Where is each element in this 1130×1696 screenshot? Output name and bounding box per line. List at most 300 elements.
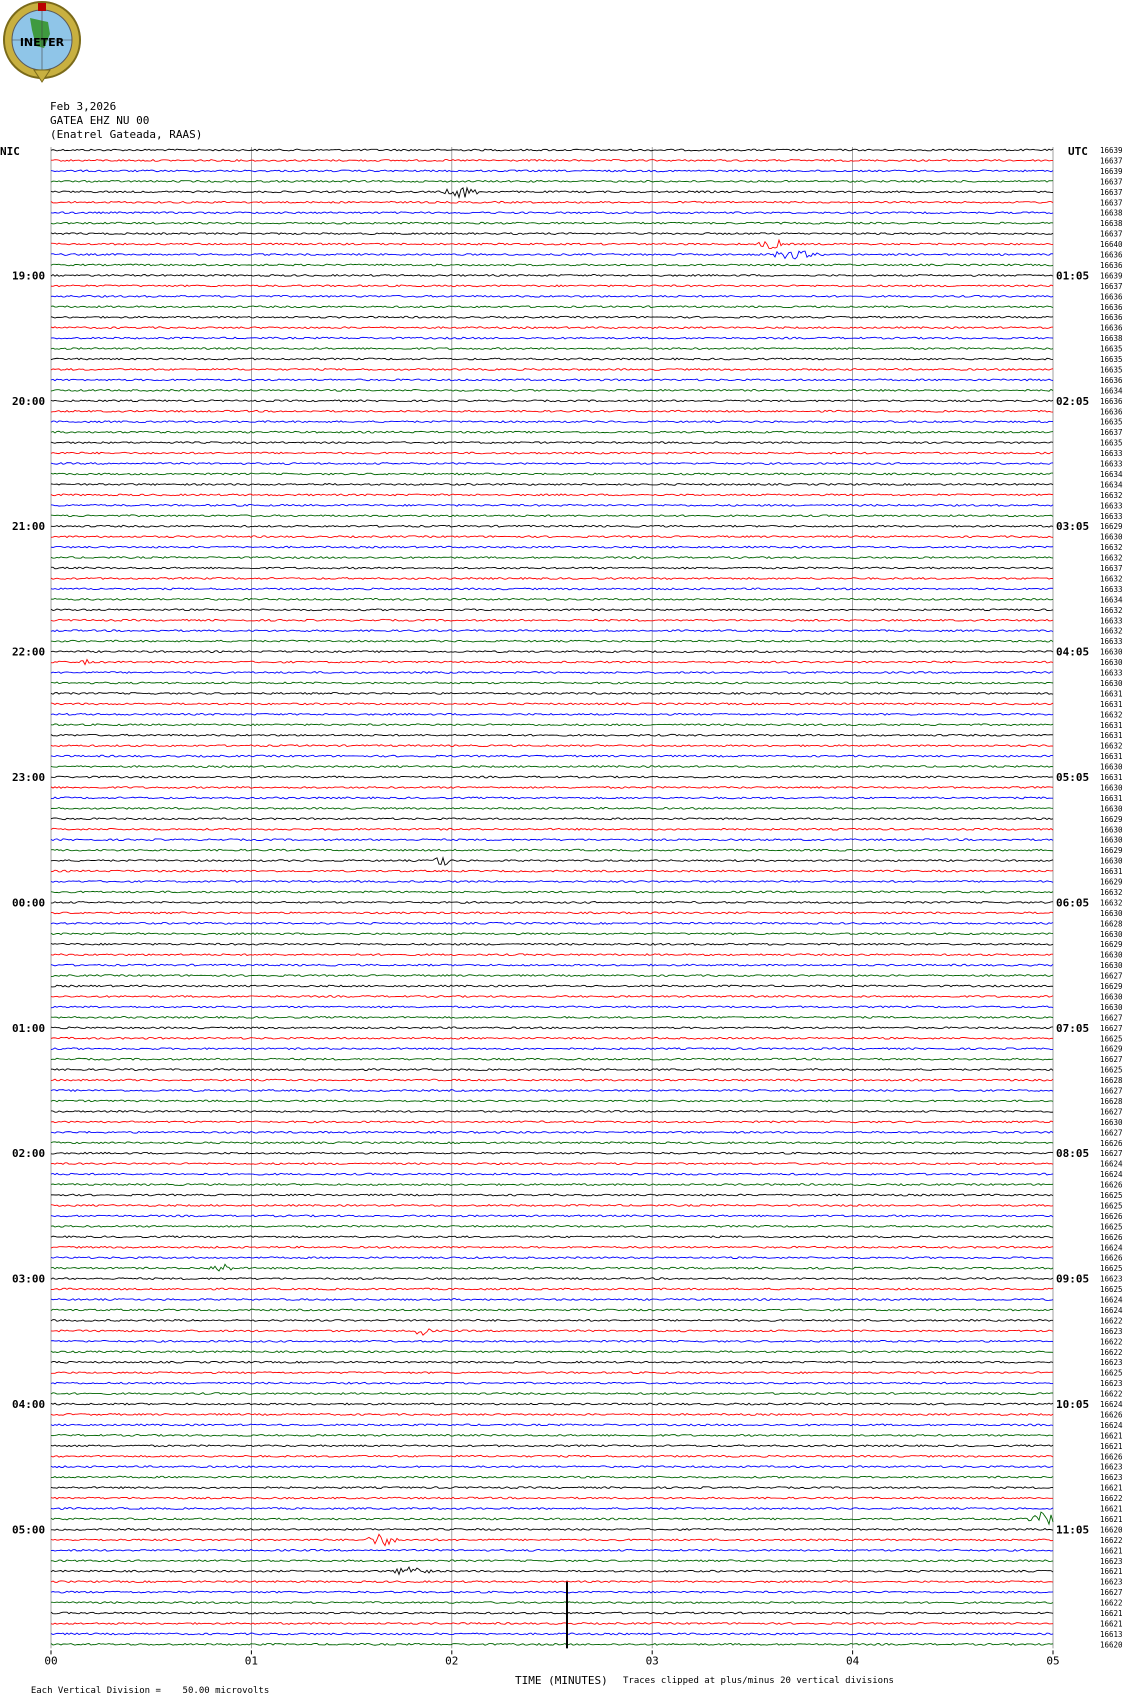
seismic-trace [51, 327, 1053, 329]
trace-mean-label: 16627 [1100, 1149, 1123, 1159]
seismic-trace [51, 1612, 1053, 1614]
seismic-trace [51, 1529, 1053, 1531]
trace-mean-label: 16629 [1100, 1044, 1123, 1054]
seismic-trace [51, 295, 1053, 297]
trace-mean-label: 16632 [1100, 626, 1123, 636]
trace-mean-label: 16621 [1100, 1567, 1123, 1577]
seismic-trace [51, 400, 1053, 402]
trace-mean-label: 16638 [1100, 334, 1123, 344]
trace-mean-label: 16631 [1100, 773, 1123, 782]
trace-mean-label: 16620 [1100, 1525, 1123, 1535]
trace-mean-label: 16631 [1100, 867, 1123, 877]
trace-mean-label: 16613 [1100, 1629, 1123, 1639]
seismic-trace [51, 598, 1053, 600]
seismic-trace [51, 1455, 1053, 1457]
seismic-trace [51, 536, 1053, 538]
seismic-trace [51, 651, 1053, 653]
trace-mean-label: 16637 [1100, 177, 1123, 187]
seismic-trace [51, 1299, 1053, 1301]
seismic-trace [51, 1111, 1053, 1113]
trace-mean-label: 16629 [1100, 814, 1123, 824]
trace-mean-label: 16623 [1100, 1556, 1123, 1566]
trace-mean-label: 16625 [1100, 1285, 1123, 1295]
seismic-trace [51, 1246, 1053, 1248]
seismic-trace [51, 1424, 1053, 1426]
trace-mean-label: 16621 [1100, 1441, 1123, 1451]
seismic-trace [51, 902, 1053, 904]
trace-mean-label: 16625 [1100, 1264, 1123, 1274]
seismic-trace [51, 996, 1053, 998]
trace-mean-label: 16632 [1100, 887, 1123, 897]
seismic-trace [51, 379, 1053, 381]
trace-mean-label: 16630 [1100, 835, 1123, 845]
trace-mean-label: 16631 [1100, 720, 1123, 730]
seismic-trace [51, 251, 1053, 259]
seismic-trace [51, 660, 1053, 665]
x-tick-label: 02 [445, 1654, 459, 1668]
trace-mean-label: 16624 [1100, 1170, 1123, 1180]
seismic-trace [51, 849, 1053, 851]
seismic-trace [51, 306, 1053, 308]
trace-mean-label: 16630 [1100, 950, 1123, 960]
seismic-trace [51, 1131, 1053, 1133]
seismic-trace [51, 1414, 1053, 1416]
trace-mean-label: 16626 [1100, 1410, 1123, 1420]
trace-mean-label: 16636 [1100, 375, 1123, 385]
seismic-trace [51, 713, 1053, 715]
trace-mean-label: 16630 [1100, 762, 1123, 772]
trace-mean-label: 16630 [1100, 825, 1123, 835]
seismic-trace [51, 1351, 1053, 1353]
trace-mean-label: 16633 [1100, 637, 1123, 647]
x-tick-label: 05 [1046, 1654, 1060, 1668]
seismic-trace [51, 212, 1053, 214]
trace-mean-label: 16621 [1100, 1483, 1123, 1493]
trace-mean-label: 16624 [1100, 1400, 1123, 1409]
trace-mean-label: 16623 [1100, 1577, 1123, 1587]
seismic-trace [51, 1393, 1053, 1395]
seismic-trace [51, 1591, 1053, 1593]
trace-mean-label: 16637 [1100, 198, 1123, 208]
seismic-trace [51, 1184, 1053, 1186]
seismic-trace [51, 240, 1053, 249]
seismic-trace [51, 389, 1053, 391]
trace-mean-label: 16626 [1100, 1138, 1123, 1148]
trace-mean-label: 16624 [1100, 1159, 1123, 1169]
seismic-trace [51, 588, 1053, 590]
seismic-trace [51, 787, 1053, 789]
trace-mean-label: 16624 [1100, 1420, 1123, 1430]
trace-mean-label: 16629 [1100, 982, 1123, 991]
scale-note [0, 1676, 269, 1696]
trace-mean-label: 16621 [1100, 1546, 1123, 1556]
seismic-trace [51, 640, 1053, 642]
trace-mean-label: 16622 [1100, 1494, 1123, 1504]
trace-mean-label: 16622 [1100, 1535, 1123, 1545]
seismic-trace [51, 222, 1053, 224]
trace-mean-label: 16630 [1100, 783, 1123, 793]
seismic-trace [51, 525, 1053, 527]
seismic-trace [51, 682, 1053, 684]
seismic-trace [51, 1633, 1053, 1635]
seismic-trace [51, 609, 1053, 611]
trace-mean-label: 16634 [1100, 386, 1123, 396]
trace-mean-label: 16630 [1100, 678, 1123, 688]
trace-mean-label: 16633 [1100, 584, 1123, 594]
seismic-trace [51, 1309, 1053, 1311]
trace-mean-label: 16623 [1100, 1358, 1123, 1368]
seismic-trace [51, 1320, 1053, 1322]
trace-mean-label: 16626 [1100, 1180, 1123, 1190]
seismic-trace [51, 954, 1053, 956]
trace-mean-label: 16634 [1100, 595, 1123, 605]
seismic-trace [51, 494, 1053, 496]
trace-mean-label: 16636 [1100, 302, 1123, 312]
seismic-trace [51, 858, 1053, 865]
seismic-trace [51, 1508, 1053, 1510]
logo-text: INETER [19, 36, 65, 49]
trace-mean-label: 16624 [1100, 1243, 1123, 1253]
seismic-trace [51, 1264, 1053, 1271]
seismic-trace [51, 619, 1053, 621]
trace-mean-label: 16631 [1100, 689, 1123, 699]
seismic-trace [51, 881, 1053, 883]
trace-mean-label: 16633 [1100, 459, 1123, 469]
seismic-trace [51, 797, 1053, 799]
seismic-trace [51, 1173, 1053, 1175]
seismic-trace [51, 703, 1053, 705]
trace-mean-label: 16627 [1100, 1013, 1123, 1023]
seismic-trace [51, 369, 1053, 371]
seismic-trace [51, 578, 1053, 580]
seismic-trace [51, 839, 1053, 841]
seismic-trace [51, 766, 1053, 768]
seismic-trace [51, 1497, 1053, 1499]
trace-mean-label: 16630 [1100, 804, 1123, 814]
trace-mean-label: 16623 [1100, 1326, 1123, 1336]
seismic-trace [51, 504, 1053, 506]
right-hour-label: 07:05 [1056, 1021, 1090, 1035]
station-location: (Enatrel Gateada, RAAS) [50, 128, 203, 141]
trace-mean-label: 16630 [1100, 1002, 1123, 1012]
left-hour-label: 22:00 [12, 645, 46, 659]
trace-mean-label: 16621 [1100, 1504, 1123, 1514]
trace-mean-label: 16625 [1100, 1065, 1123, 1075]
seismic-trace [51, 1006, 1053, 1008]
seismic-trace [51, 1225, 1053, 1227]
trace-mean-label: 16629 [1100, 877, 1123, 887]
seismic-trace [51, 410, 1053, 412]
trace-mean-label: 16630 [1100, 1117, 1123, 1127]
trace-mean-label: 16622 [1100, 1316, 1123, 1326]
left-hour-label: 04:00 [12, 1398, 46, 1411]
trace-mean-label: 16623 [1100, 1462, 1123, 1472]
x-tick-label: 00 [44, 1654, 58, 1668]
seismic-trace [51, 316, 1053, 318]
trace-mean-label: 16630 [1100, 856, 1123, 866]
trace-mean-label: 16627 [1100, 1023, 1123, 1033]
x-tick-label: 04 [845, 1654, 860, 1668]
seismic-trace [51, 1016, 1053, 1018]
x-tick-label: 03 [645, 1654, 659, 1668]
seismic-trace [51, 188, 1053, 198]
trace-mean-label: 16637 [1100, 428, 1123, 438]
seismic-trace [51, 1581, 1053, 1583]
seismic-trace [51, 1152, 1053, 1154]
seismic-trace [51, 1340, 1053, 1342]
seismic-trace [51, 922, 1053, 924]
trace-mean-label: 16634 [1100, 480, 1123, 490]
seismic-trace [51, 1236, 1053, 1238]
trace-mean-label: 16621 [1100, 1514, 1123, 1524]
trace-mean-label: 16629 [1100, 846, 1123, 856]
trace-mean-label: 16628 [1100, 1096, 1123, 1106]
trace-mean-label: 16637 [1100, 187, 1123, 197]
trace-mean-label: 16623 [1100, 1473, 1123, 1483]
trace-mean-label: 16628 [1100, 1076, 1123, 1086]
trace-mean-label: 16632 [1100, 553, 1123, 563]
trace-mean-label: 16633 [1100, 501, 1123, 511]
trace-mean-label: 16637 [1100, 564, 1123, 573]
trace-mean-label: 16630 [1100, 658, 1123, 668]
trace-mean-label: 16635 [1100, 438, 1123, 448]
trace-mean-label: 16621 [1100, 1619, 1123, 1629]
right-hour-label: 04:05 [1056, 645, 1090, 659]
seismic-trace [51, 870, 1053, 872]
seismic-trace [51, 985, 1053, 987]
seismic-trace [51, 1466, 1053, 1468]
trace-mean-label: 16627 [1100, 1086, 1123, 1096]
trace-mean-label: 16636 [1100, 292, 1123, 302]
trace-mean-label: 16631 [1100, 731, 1123, 741]
trace-mean-label: 16622 [1100, 1337, 1123, 1347]
seismic-trace [51, 473, 1053, 475]
trace-mean-label: 16636 [1100, 260, 1123, 270]
trace-mean-label: 16630 [1100, 647, 1123, 657]
trace-mean-label: 16638 [1100, 208, 1123, 218]
trace-mean-label: 16628 [1100, 919, 1123, 929]
seismic-trace [51, 1163, 1053, 1165]
seismic-trace [51, 1058, 1053, 1060]
trace-mean-label: 16636 [1100, 396, 1123, 406]
trace-mean-label: 16637 [1100, 229, 1123, 239]
right-hour-label: 08:05 [1056, 1147, 1090, 1161]
seismic-trace [51, 734, 1053, 736]
trace-mean-label: 16624 [1100, 1295, 1123, 1305]
seismic-trace [51, 964, 1053, 966]
trace-mean-label: 16633 [1100, 511, 1123, 521]
seismic-trace [51, 1567, 1053, 1574]
left-hour-label: 03:00 [12, 1272, 46, 1286]
seismic-trace [51, 912, 1053, 914]
seismic-trace [51, 149, 1053, 151]
seismic-trace [51, 275, 1053, 277]
trace-mean-label: 16638 [1100, 219, 1123, 229]
chart-date: Feb 3,2026 [50, 100, 117, 113]
right-hour-label: 05:05 [1056, 771, 1090, 784]
seismic-trace [51, 1142, 1053, 1144]
seismic-trace [51, 1549, 1053, 1551]
seismic-trace [51, 807, 1053, 809]
seismic-trace [51, 672, 1053, 674]
trace-mean-label: 16636 [1100, 313, 1123, 323]
trace-mean-label: 16623 [1100, 1379, 1123, 1389]
seismic-trace [51, 442, 1053, 444]
trace-mean-label: 16622 [1100, 1389, 1123, 1399]
left-timezone-label: NIC [0, 145, 20, 158]
seismic-trace [51, 1121, 1053, 1123]
seismic-trace [51, 484, 1053, 486]
seismic-trace [51, 421, 1053, 423]
seismic-trace [51, 1623, 1053, 1625]
trace-mean-label: 16627 [1100, 971, 1123, 981]
seismic-trace [51, 557, 1053, 559]
trace-mean-label: 16630 [1100, 992, 1123, 1002]
seismic-trace [51, 201, 1053, 203]
trace-mean-label: 16633 [1100, 616, 1123, 626]
right-hour-label: 10:05 [1056, 1398, 1090, 1411]
trace-mean-label: 16626 [1100, 1232, 1123, 1242]
trace-mean-label: 16625 [1100, 1368, 1123, 1378]
trace-mean-label: 16625 [1100, 1191, 1123, 1200]
seismic-trace [51, 1278, 1053, 1280]
trace-mean-label: 16635 [1100, 344, 1123, 354]
seismic-trace [51, 1643, 1053, 1645]
seismic-trace [51, 463, 1053, 465]
seismic-trace [51, 776, 1053, 778]
seismic-trace [51, 285, 1053, 287]
trace-mean-label: 16635 [1100, 355, 1123, 364]
right-hour-label: 03:05 [1056, 520, 1090, 534]
trace-mean-label: 16632 [1100, 574, 1123, 584]
left-hour-label: 23:00 [12, 771, 46, 784]
seismic-trace [51, 337, 1053, 339]
trace-mean-label: 16630 [1100, 961, 1123, 971]
station-code: GATEA EHZ NU 00 [50, 114, 150, 127]
seismic-trace [51, 693, 1053, 695]
seismic-trace [51, 630, 1053, 632]
seismic-trace [51, 1361, 1053, 1363]
trace-mean-label: 16624 [1100, 1305, 1123, 1315]
seismic-trace [51, 943, 1053, 945]
trace-mean-label: 16636 [1100, 323, 1123, 333]
seismic-trace [51, 891, 1053, 893]
left-hour-label: 20:00 [12, 394, 46, 408]
left-hour-label: 19:00 [12, 269, 46, 283]
trace-mean-label: 16630 [1100, 908, 1123, 918]
trace-mean-label: 16626 [1100, 1452, 1123, 1462]
trace-mean-label: 16622 [1100, 1598, 1123, 1608]
trace-mean-label: 16639 [1100, 146, 1123, 155]
seismic-trace [51, 1329, 1053, 1335]
left-hour-label: 21:00 [12, 520, 46, 534]
seismic-trace [51, 348, 1053, 350]
seismic-trace [51, 1445, 1053, 1447]
trace-mean-label: 16637 [1100, 281, 1123, 291]
left-hour-label: 02:00 [12, 1147, 46, 1161]
trace-mean-label: 16629 [1100, 522, 1123, 532]
x-tick-label: 01 [244, 1654, 259, 1668]
trace-mean-label: 16636 [1100, 407, 1123, 417]
seismic-trace [51, 170, 1053, 172]
trace-mean-label: 16637 [1100, 156, 1123, 166]
seismic-trace [51, 1079, 1053, 1081]
trace-mean-label: 16636 [1100, 250, 1123, 260]
seismic-trace [51, 546, 1053, 548]
seismic-trace [51, 1194, 1053, 1196]
trace-mean-label: 16632 [1100, 741, 1123, 751]
trace-mean-label: 16630 [1100, 532, 1123, 542]
seismic-trace [51, 1372, 1053, 1374]
seismic-trace [51, 1434, 1053, 1436]
left-hour-label: 00:00 [12, 896, 46, 910]
seismic-trace [51, 567, 1053, 569]
left-hour-label: 05:00 [12, 1523, 46, 1537]
right-hour-label: 11:05 [1056, 1523, 1090, 1537]
trace-mean-label: 16626 [1100, 1253, 1123, 1263]
trace-mean-label: 16627 [1100, 1128, 1123, 1138]
seismic-trace [51, 1090, 1053, 1092]
seismic-trace [51, 933, 1053, 935]
trace-mean-label: 16627 [1100, 1107, 1123, 1117]
trace-mean-label: 16631 [1100, 752, 1123, 762]
seismic-trace [51, 1476, 1053, 1478]
trace-mean-label: 16630 [1100, 929, 1123, 939]
trace-mean-label: 16632 [1100, 543, 1123, 553]
seismic-trace [51, 755, 1053, 757]
seismic-trace [51, 1100, 1053, 1102]
seismic-trace [51, 1534, 1053, 1545]
seismic-trace [51, 1487, 1053, 1489]
trace-mean-label: 16629 [1100, 940, 1123, 950]
trace-mean-label: 16634 [1100, 469, 1123, 479]
seismic-trace [51, 1027, 1053, 1029]
trace-mean-label: 16635 [1100, 365, 1123, 375]
trace-mean-label: 16621 [1100, 1431, 1123, 1441]
seismic-trace [51, 745, 1053, 747]
scale-note-text: Each Vertical Division = 50.00 microvolts [30, 1686, 270, 1696]
seismic-trace [51, 1403, 1053, 1405]
right-timezone-label: UTC [1068, 145, 1088, 158]
trace-mean-label: 16633 [1100, 449, 1123, 459]
trace-mean-label: 16632 [1100, 710, 1123, 720]
trace-mean-label: 16625 [1100, 1201, 1123, 1211]
trace-mean-label: 16640 [1100, 240, 1123, 250]
trace-mean-label: 16623 [1100, 1274, 1123, 1284]
seismic-trace [51, 1602, 1053, 1604]
right-hour-label: 01:05 [1056, 269, 1090, 283]
seismic-trace [51, 160, 1053, 162]
right-hour-label: 02:05 [1056, 394, 1090, 408]
trace-mean-label: 16625 [1100, 1034, 1123, 1044]
trace-mean-label: 16635 [1100, 417, 1123, 427]
trace-mean-label: 16625 [1100, 1222, 1123, 1232]
seismic-trace [51, 1257, 1053, 1259]
trace-mean-label: 16639 [1100, 271, 1123, 281]
trace-mean-label: 16627 [1100, 1588, 1123, 1598]
seismic-trace [51, 975, 1053, 977]
trace-mean-label: 16621 [1100, 1609, 1123, 1618]
seismic-trace [51, 515, 1053, 517]
seismic-trace [51, 828, 1053, 830]
trace-mean-label: 16631 [1100, 793, 1123, 803]
seismic-trace [51, 1048, 1053, 1050]
trace-mean-label: 16620 [1100, 1640, 1123, 1650]
right-hour-label: 09:05 [1056, 1272, 1090, 1286]
seismic-trace [51, 233, 1053, 235]
seismic-trace [51, 431, 1053, 433]
seismic-trace [51, 1560, 1053, 1562]
